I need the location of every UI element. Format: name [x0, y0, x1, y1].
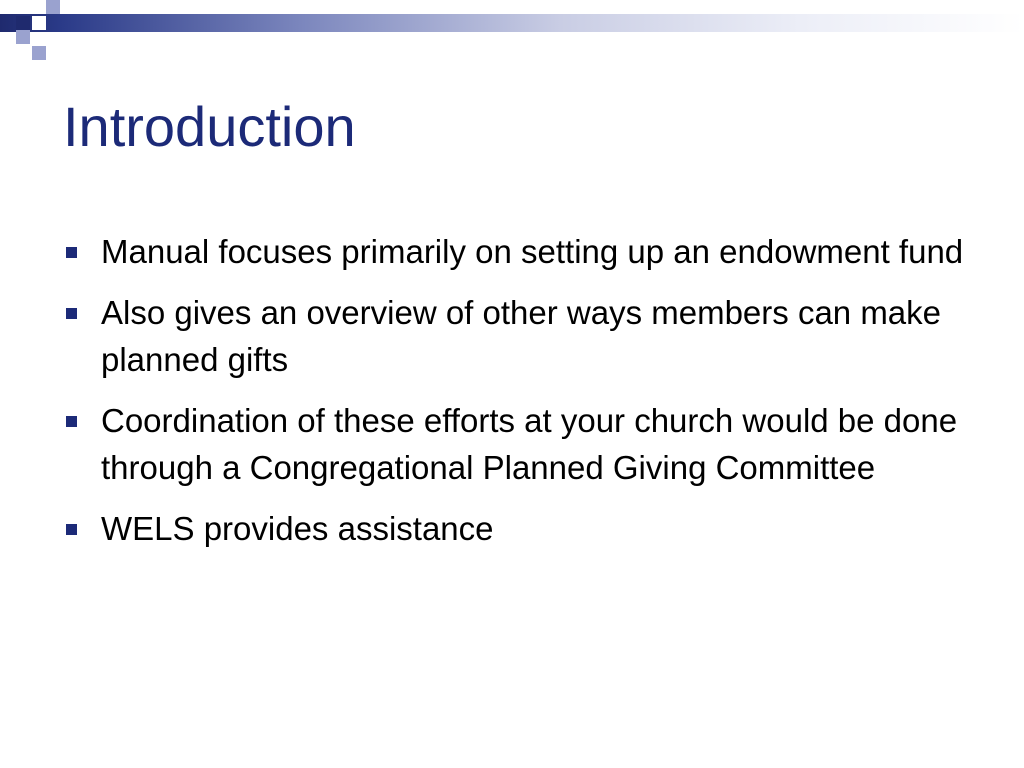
- decor-square-light-3: [16, 30, 30, 44]
- bullet-item: [66, 505, 966, 552]
- square-bullet-icon: [66, 247, 77, 258]
- decor-square-dark-1: [16, 16, 30, 30]
- decor-square-white: [32, 16, 46, 30]
- decor-square-light-2: [46, 0, 60, 14]
- bullet-item: [66, 228, 966, 275]
- decor-square-light-4: [32, 46, 46, 60]
- square-bullet-icon: [66, 416, 77, 427]
- bullet-text: Manual focuses primarily on setting up an endowment fund: [101, 233, 964, 270]
- slide-title: Introduction: [63, 95, 356, 158]
- bullet-text: Also gives an overview of other ways members can make planned gifts: [101, 294, 942, 378]
- bullet-text: Coordination of these efforts at your church would be done through a Congregational Planned Giving Committee: [101, 402, 958, 486]
- bullet-list: [66, 228, 966, 566]
- square-bullet-icon: [66, 308, 77, 319]
- bullet-item: [66, 289, 966, 383]
- bullet-item: [66, 397, 966, 491]
- square-bullet-icon: [66, 524, 77, 535]
- decor-square-light-1: [0, 0, 14, 14]
- header-gradient-band: [0, 14, 1024, 32]
- bullet-text: WELS provides assistance: [101, 510, 494, 547]
